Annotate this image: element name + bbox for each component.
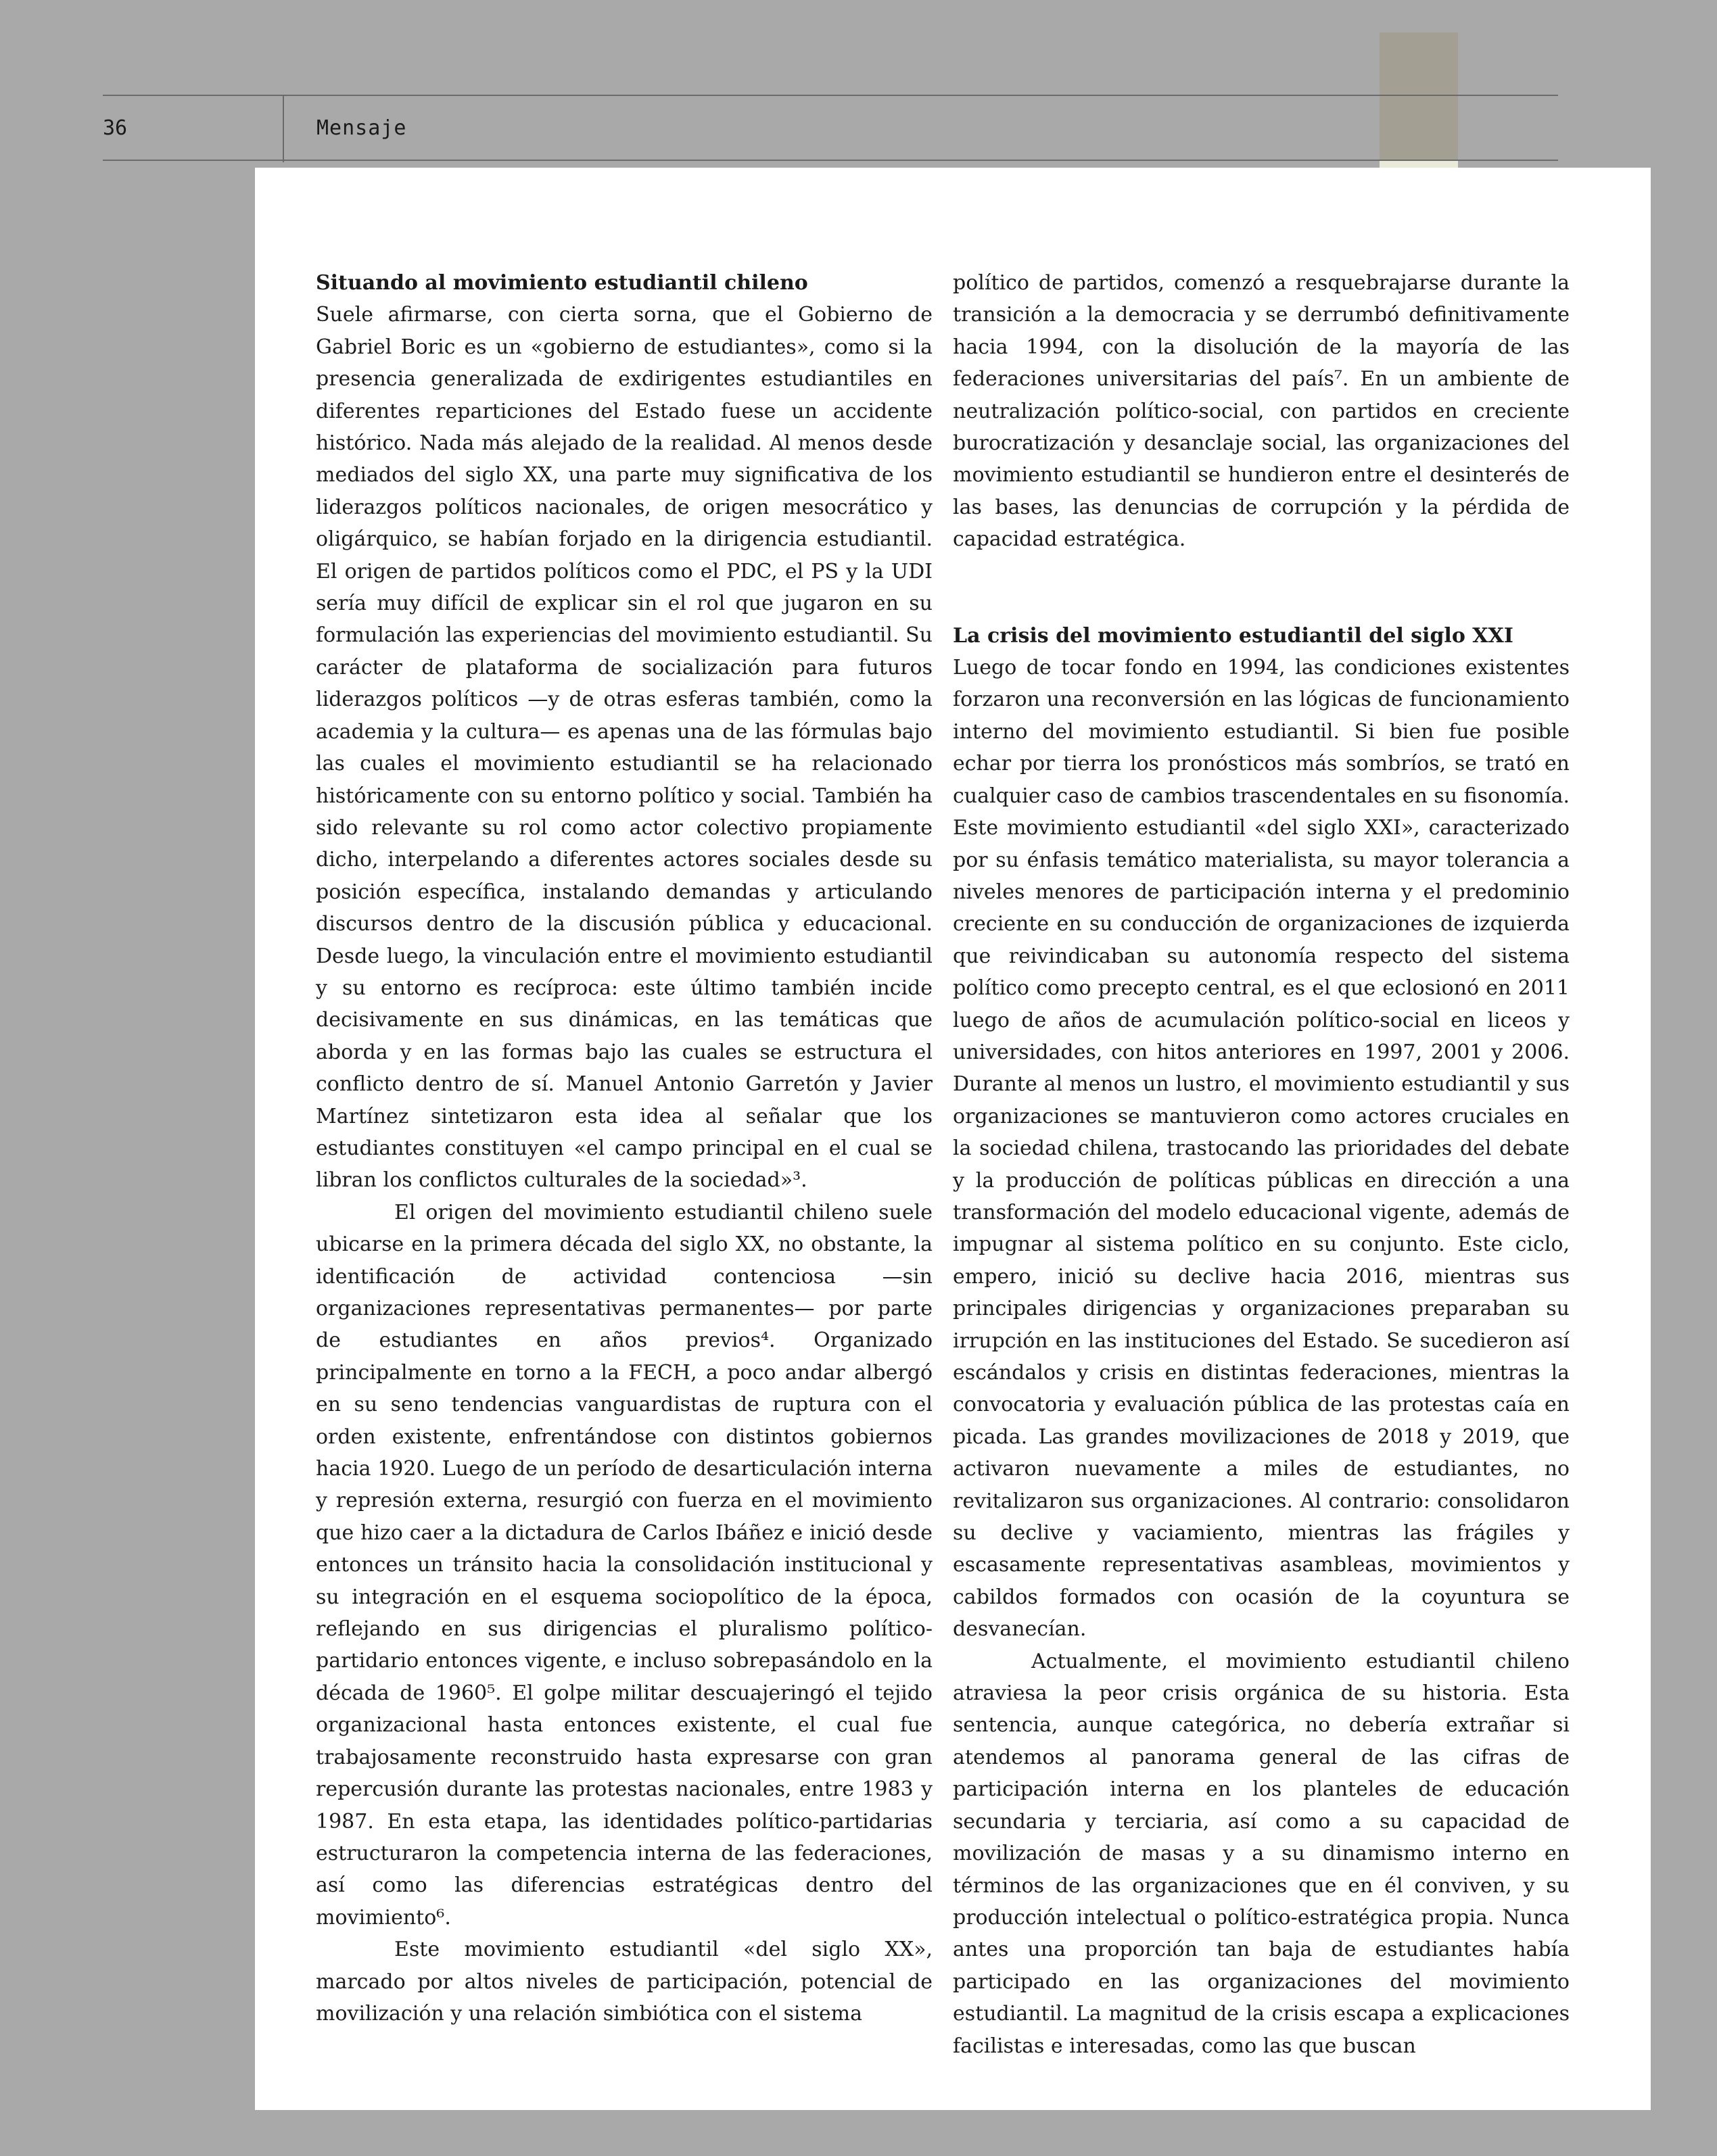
section-heading: La crisis del movimiento estudiantil del siglo XXI [953,623,1513,648]
page-tab-marker [1380,32,1458,161]
section-heading: Situando al movimiento estudiantil chileno [316,271,808,295]
paragraph: El origen del movimiento estudiantil chileno suele ubicarse en la primera década del siglo XX, no obstante, la identificación de actividad contenciosa —sin organizaciones representativas permanentes— por parte de estudiantes en años previos⁴. Organizado principalmente en torno a la FECH, a poco andar albergó en su seno tendencias vanguardistas de ruptura con el orden existente, enfrentándose con distintos gobiernos hacia 1920. Luego de un período de desarticulación interna y represión externa, resurgió con fuerza en el movimiento que hizo caer a la dictadura de Carlos Ibáñez e inició desde entonces un tránsito hacia la consolidación institucional y su integración en el esquema sociopolítico de la época, reflejando en sus dirigencias el pluralismo político-partidario entonces vigente, e incluso sobrepasándolo en la década de 1960⁵. El golpe militar descuajeringó el tejido organizacional hasta entonces existente, el cual fue trabajosamente reconstruido hasta expresarse con gran repercusión durante las protestas nacionales, entre 1983 y 1987. En esta etapa, las identidades político-partidarias estructuraron la competencia interna de las federaciones, así como las diferencias estratégicas dentro del movimiento⁶. [316,1200,933,1930]
paragraph: Luego de tocar fondo en 1994, las condiciones existentes forzaron una reconversión en las lógicas de funcionamiento interno del movimiento estudiantil. Si bien fue posible echar por tierra los pronósticos más sombríos, se trató en cualquier caso de cambios trascendentales en su fisonomía. Este movimiento estudiantil «del siglo XXI», caracterizado por su énfasis temático materialista, su mayor tolerancia a niveles menores de participación interna y el predominio creciente en su conducción de organizaciones de izquierda que reivindicaban su autonomía respecto del sistema político como precepto central, es el que eclosionó en 2011 luego de años de acumulación político-social en liceos y universidades, con hitos anteriores en 1997, 2001 y 2006. Durante al menos un lustro, el movimiento estudiantil y sus organizaciones se mantuvieron como actores cruciales en la sociedad chilena, trastocando las prioridades del debate y la producción de políticas públicas en dirección a una transformación del modelo educacional vigente, además de impugnar al sistema político en su conjunto. Este ciclo, empero, inició su declive hacia 2016, mientras sus principales dirigencias y organizaciones preparaban su irrupción en las instituciones del Estado. Se sucedieron así escándalos y crisis en distintas federaciones, mientras la convocatoria y evaluación pública de las protestas caía en picada. Las grandes movilizaciones de 2018 y 2019, que activaron nuevamente a miles de estudiantes, no revitalizaron sus organizaciones. Al contrario: consolidaron su declive y vaciamiento, mientras las frágiles y escasamente representativas asambleas, movimientos y cabildos formados con ocasión de la coyuntura se desvanecían. [953,656,1570,1642]
paragraph: Actualmente, el movimiento estudiantil chileno atraviesa la peor crisis orgánica de su historia. Esta sentencia, aunque categórica, no debería extrañar si atendemos al panorama general de las cifras de participación interna en los planteles de educación secundaria y terciaria, así como a su capacidad de movilización de masas y a su dinamismo interno en términos de las organizaciones que en él conviven, y su producción intelectual o político-estratégica propia. Nunca antes una proporción tan baja de estudiantes había participado en las organizaciones del movimiento estudiantil. La magnitud de la crisis escapa a explicaciones facilistas e interesadas, como las que buscan [953,1649,1570,2058]
left-column [316,267,933,2030]
section-title: Mensaje [316,116,407,140]
right-column [953,267,1570,2062]
page-number: 36 [103,116,128,140]
paragraph: Suele afirmarse, con cierta sorna, que el Gobierno de Gabriel Boric es un «gobierno de estudiantes», como si la presencia generalizada de exdirigentes estudiantiles en diferentes reparticiones del Estado fuese un accidente histórico. Nada más alejado de la realidad. Al menos desde mediados del siglo XX, una parte muy significativa de los liderazgos políticos nacionales, de origen mesocrático y oligárquico, se habían forjado en la dirigencia estudiantil. El origen de partidos políticos como el PDC, el PS y la UDI sería muy difícil de explicar sin el rol que jugaron en su formulación las experiencias del movimiento estudiantil. Su carácter de plataforma de socialización para futuros liderazgos políticos —y de otras esferas también, como la academia y la cultura— es apenas una de las fórmulas bajo las cuales el movimiento estudiantil se ha relacionado históricamente con su entorno político y social. También ha sido relevante su rol como actor colectivo propiamente dicho, interpelando a diferentes actores sociales desde su posición específica, instalando demandas y articulando discursos dentro de la discusión pública y educacional. Desde luego, la vinculación entre el movimiento estudiantil y su entorno es recíproca: este último también incide decisivamente en sus dinámicas, en las temáticas que aborda y en las formas bajo las cuales se estructura el conflicto dentro de sí. Manuel Antonio Garretón y Javier Martínez sintetizaron esta idea al señalar que los estudiantes constituyen «el campo principal en el cual se libran los conflictos culturales de la sociedad»³. [316,303,933,1193]
header-top-rule [103,95,1558,96]
header-divider [283,95,284,162]
header-bottom-rule [103,160,1558,161]
paragraph: Este movimiento estudiantil «del siglo XX», marcado por altos niveles de participación, potencial de movilización y una relación simbiótica con el sistema [316,1938,933,2026]
paragraph: político de partidos, comenzó a resquebrajarse durante la transición a la democracia y se derrumbó definitivamente hacia 1994, con la disolución de la mayoría de las federaciones universitarias del país⁷. En un ambiente de neutralización político-social, con partidos en creciente burocratización y desanclaje social, las organizaciones del movimiento estudiantil se hundieron entre el desinterés de las bases, las denuncias de corrupción y la pérdida de capacidad estratégica. [953,271,1570,552]
